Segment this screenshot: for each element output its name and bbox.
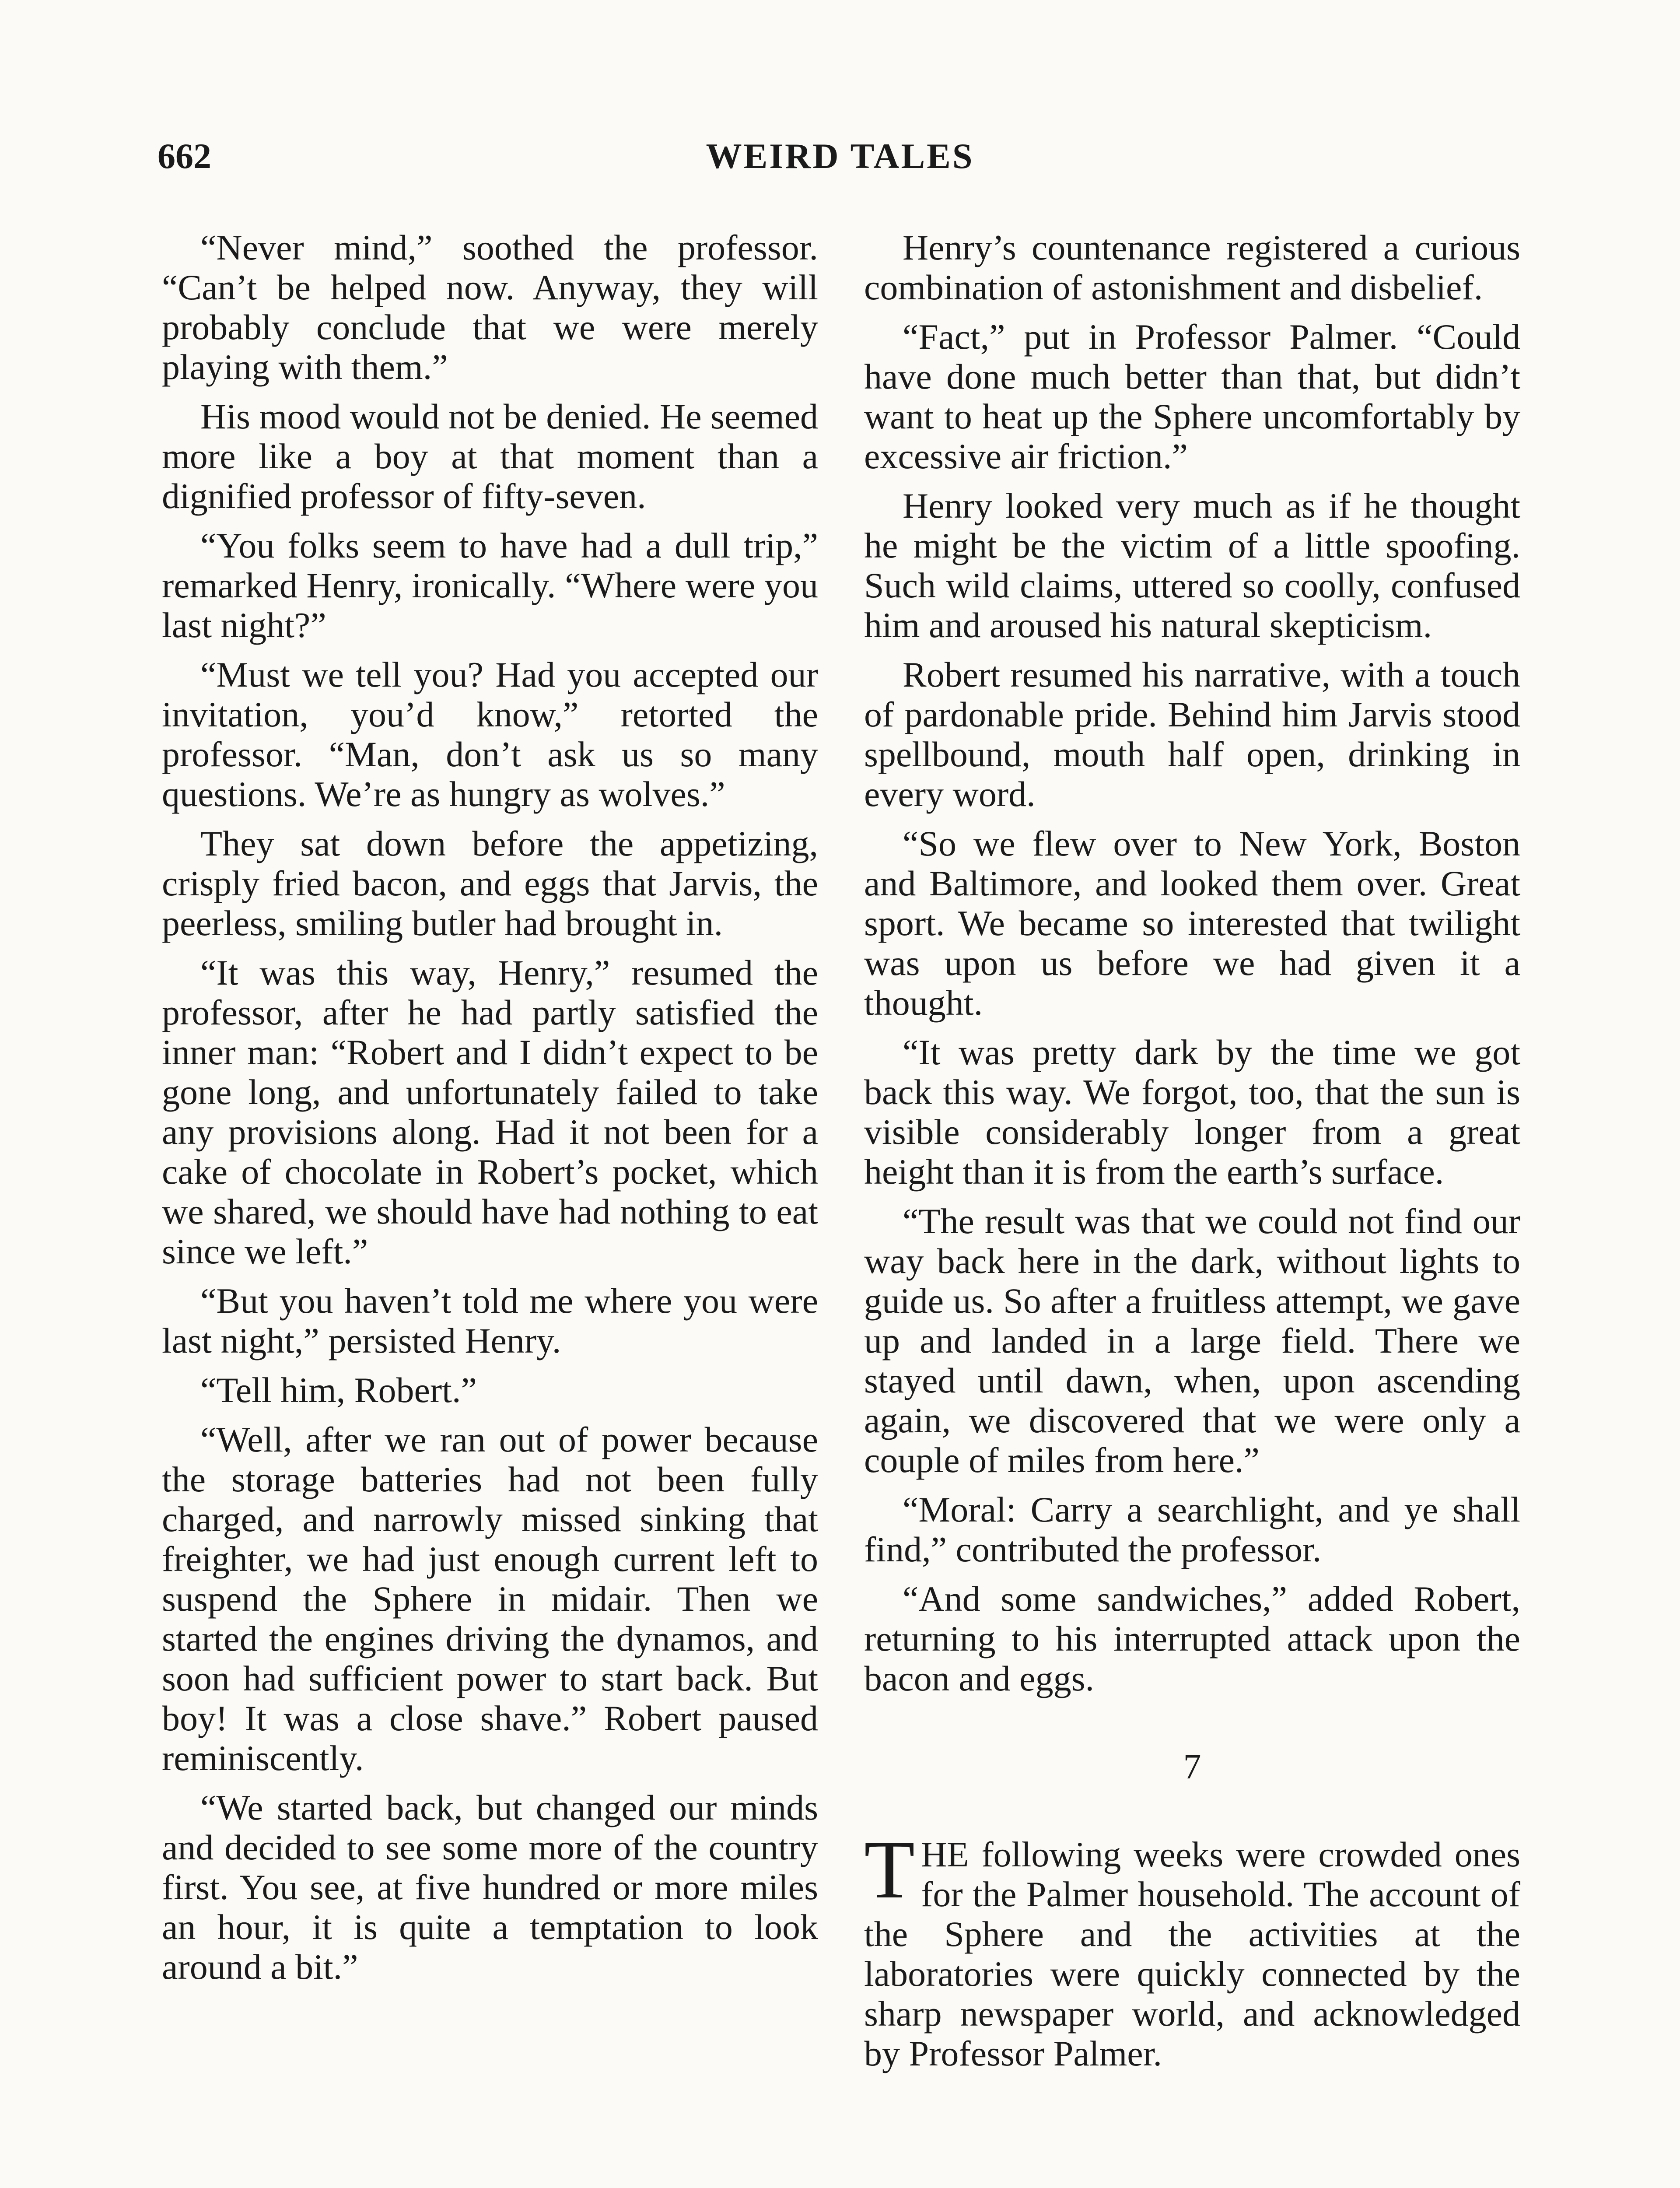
section-opening-paragraph <box>864 1824 1520 2073</box>
drop-cap: T <box>864 1824 915 1916</box>
paragraph: “Moral: Carry a searchlight, and ye shall find,” contributed the professor. <box>864 1490 1520 1569</box>
paragraph: “Must we tell you? Had you accepted our invitation, you’d know,” retorted the professor. “Man, don’t ask us so many questions. We’re as hungry as wolves.” <box>162 655 818 814</box>
paragraph: Henry looked very much as if he thought he might be the victim of a little spoofing. Such wild claims, uttered so coolly, confused him and aroused his natural skepticism. <box>864 486 1520 645</box>
paragraph: “And some sandwiches,” added Robert, returning to his interrupted attack upon the bacon and eggs. <box>864 1579 1520 1698</box>
paragraph: “Fact,” put in Professor Palmer. “Could have done much better than that, but didn’t want to heat up the Sphere uncomfortably by excessive air friction.” <box>864 317 1520 476</box>
paragraph: “Tell him, Robert.” <box>200 1370 477 1410</box>
paragraph: “You folks seem to have had a dull trip,” remarked Henry, ironically. “Where were you last night?” <box>162 526 818 645</box>
running-title: WEIRD TALES <box>706 136 974 176</box>
page-header <box>158 131 1522 193</box>
paragraph: “Well, after we ran out of power because the storage batteries had not been fully charged, and narrowly missed sinking that freighter, we had just enough current left to suspend the Sphere in midair. Then we started the engines driving the dynamos, and soon had sufficient power to start back. But boy! It was a close shave.” Robert paused reminiscently. <box>162 1420 818 1778</box>
paragraph: “It was pretty dark by the time we got back this way. We forgot, too, that the sun is visible considerably longer from a great height than it is from the earth’s surface. <box>864 1032 1520 1192</box>
right-column <box>864 228 1520 2083</box>
paragraph: “We started back, but changed our minds and decided to see some more of the country first. You see, at five hundred or more miles an hour, it is quite a temptation to look around a bit.” <box>162 1788 818 1987</box>
paragraph: “But you haven’t told me where you were last night,” persisted Henry. <box>162 1281 818 1360</box>
paragraph: “The result was that we could not find our way back here in the dark, without lights to guide us. So after a fruitless attempt, we gave up and landed in a large field. There we stayed until dawn, when, upon ascending again, we discovered that we were only a couple of miles from here.” <box>864 1201 1520 1480</box>
paragraph: “It was this way, Henry,” resumed the professor, after he had partly satisfied the inner man: “Robert and I didn’t expect to be gone long, and unfortunately failed to take any provisions along. Had it not been for a cake of chocolate in Robert’s pocket, which we shared, we should have had nothing to eat since we left.” <box>162 953 818 1271</box>
paragraph: His mood would not be denied. He seemed more like a boy at that moment than a dignified professor of fifty-seven. <box>162 396 818 516</box>
page-number: 662 <box>158 136 211 176</box>
paragraph: “Never mind,” soothed the professor. “Can’t be helped now. Anyway, they will probably conclude that we were merely playing with them.” <box>162 228 818 387</box>
paragraph: Robert resumed his narrative, with a touch of pardonable pride. Behind him Jarvis stood spellbound, mouth half open, drinking in every word. <box>864 655 1520 814</box>
section-number: 7 <box>1183 1746 1201 1786</box>
lead-in-smallcaps: HE <box>921 1834 969 1874</box>
paragraph: “So we flew over to New York, Boston and Baltimore, and looked them over. Great sport. We became so interested that twilight was upon us before we had given it a thought. <box>864 824 1520 1023</box>
section-opening-text: following weeks were crowded ones for the Palmer household. The account of the Sphere and the activities at the laboratories were quickly connected by the sharp newspaper world, and acknowledged by Professor Palmer. <box>864 1834 1520 2073</box>
paragraph: Henry’s countenance registered a curious combination of astonishment and disbelief. <box>864 228 1520 307</box>
left-column <box>162 228 818 1996</box>
paragraph: They sat down before the appetizing, crisply fried bacon, and eggs that Jarvis, the peerless, smiling butler had brought in. <box>162 824 818 943</box>
